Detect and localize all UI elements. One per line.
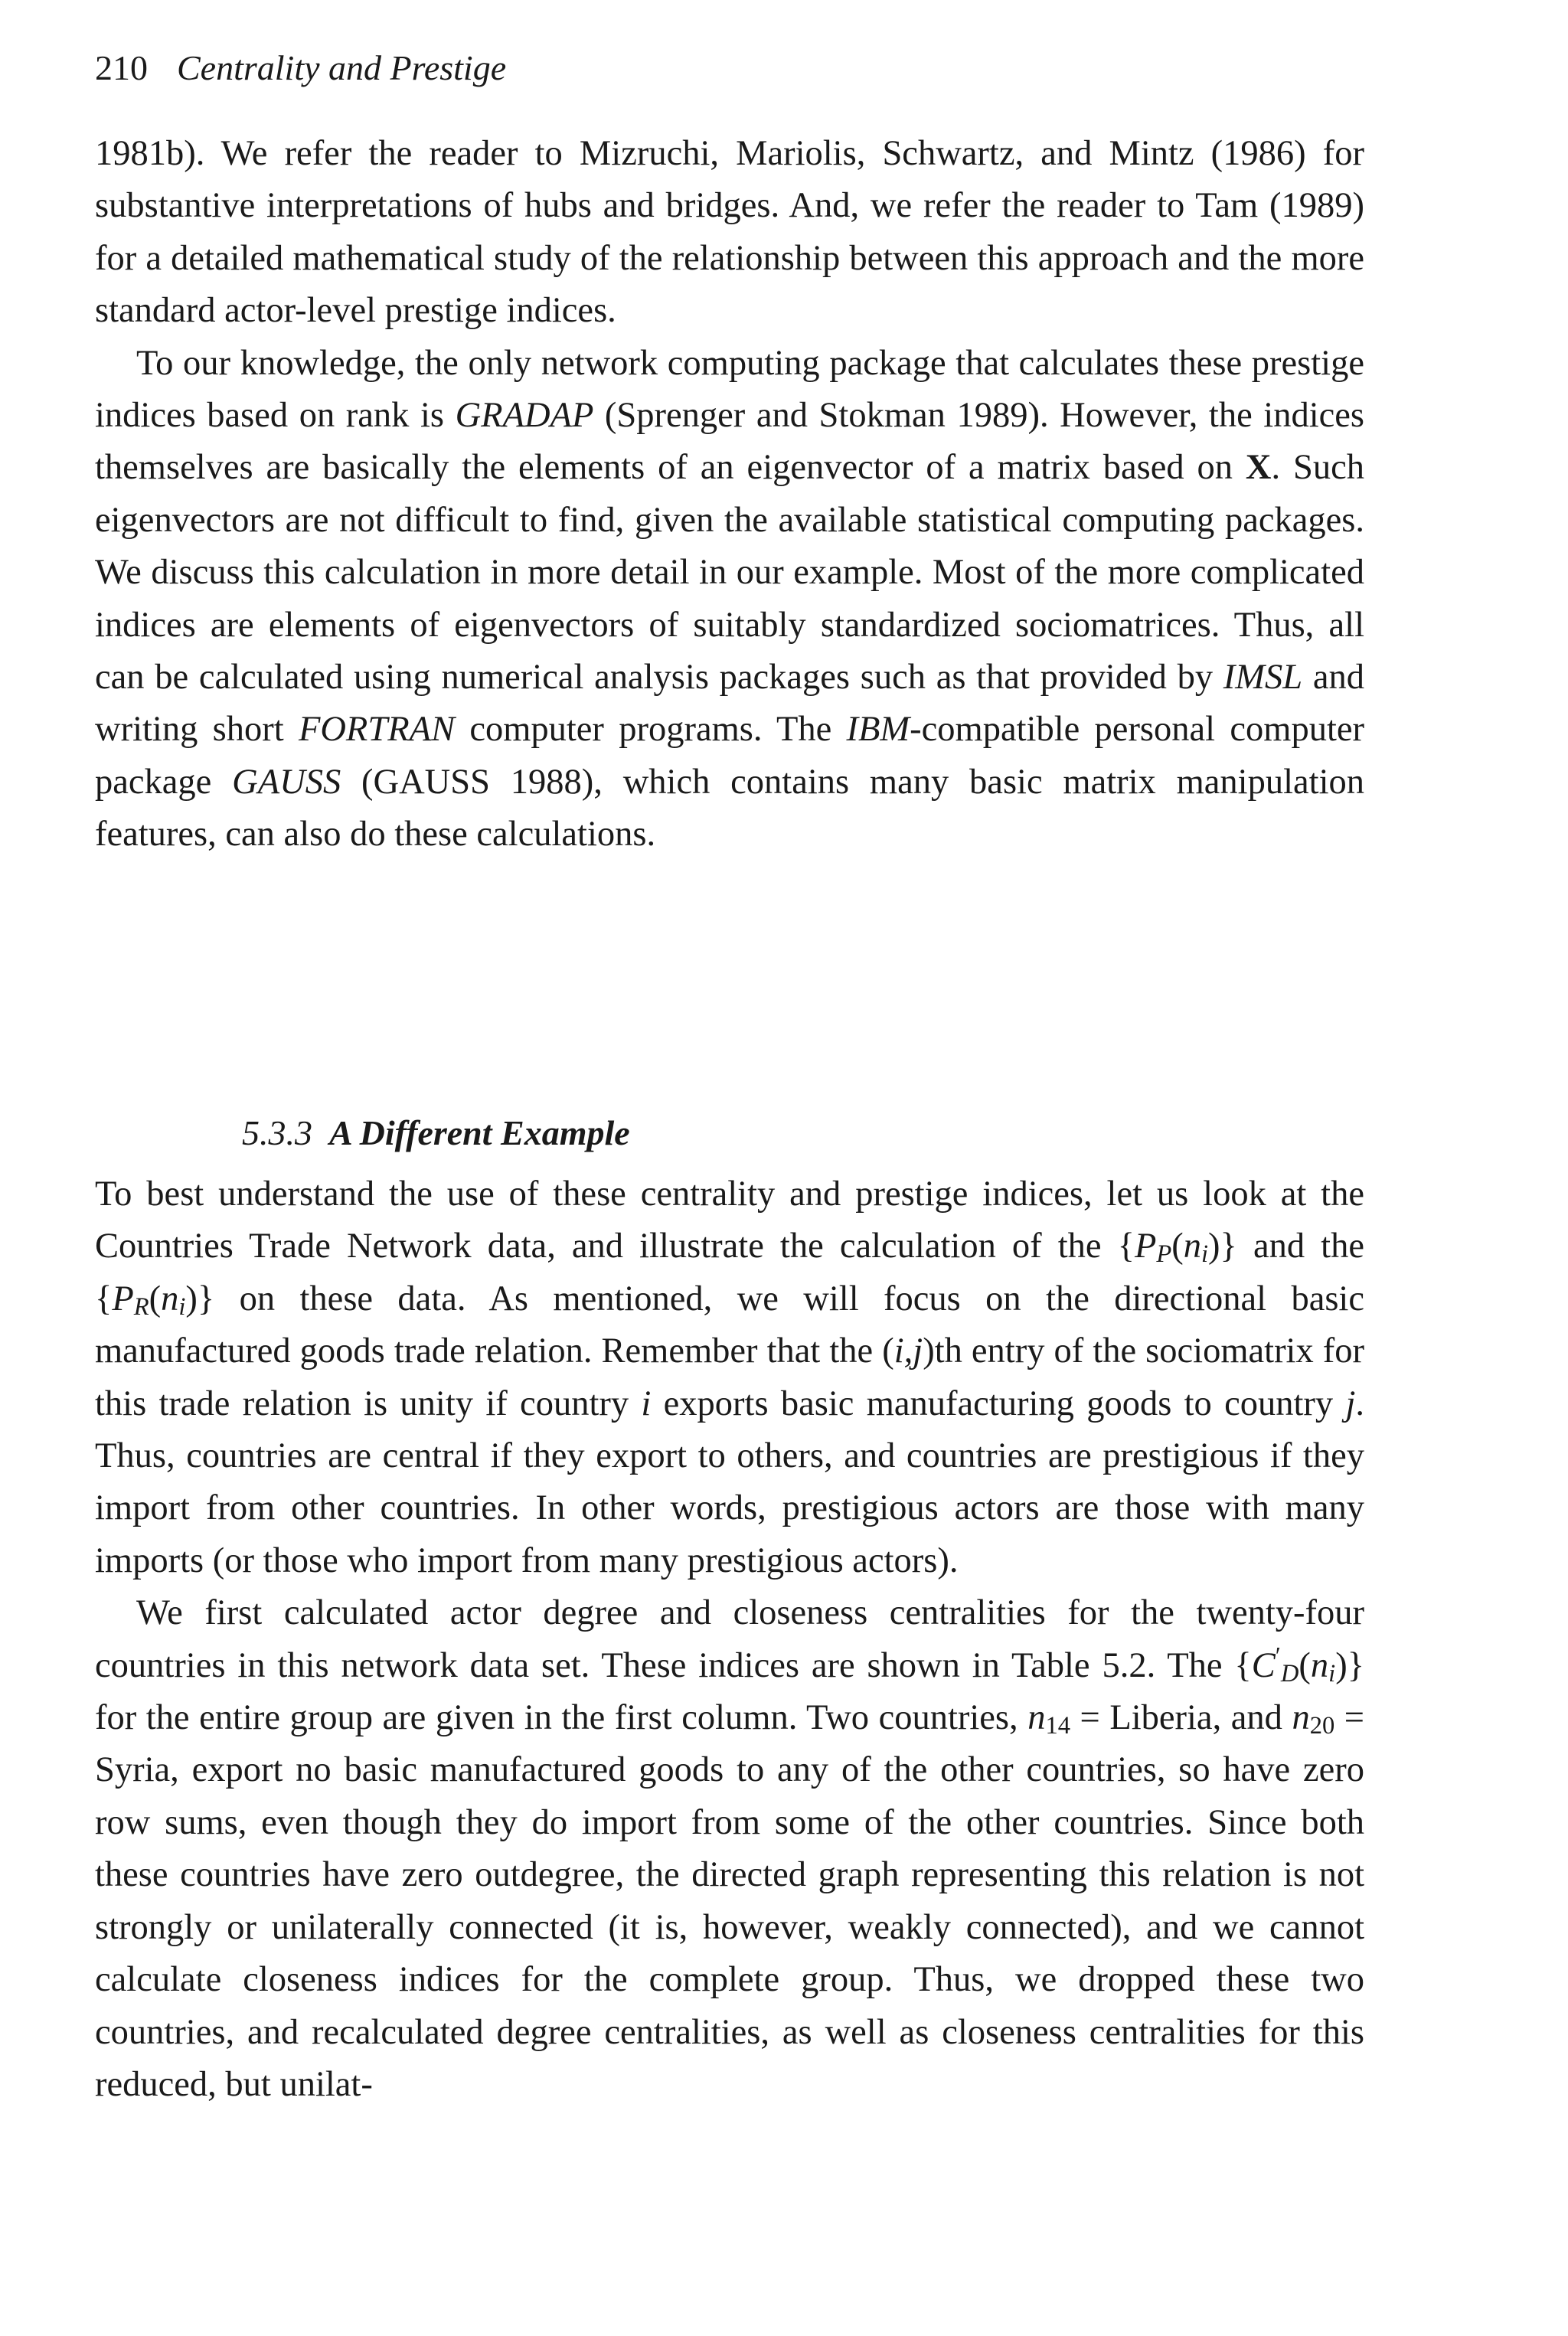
text-block-top: [95, 128, 1364, 861]
section-title: A Different Example: [329, 1113, 630, 1152]
section-heading: [242, 1109, 630, 1158]
running-title: Centrality and Prestige: [177, 48, 507, 87]
gauss-name: GAUSS: [232, 762, 341, 802]
matrix-x: X: [1245, 448, 1272, 488]
paragraph-computing-packages: To our knowledge, the only network computing package that calculates these prestige indices based on rank is GRADAP (Sprenger and Stokman 1989). However, the indices themselves are basically the elements of an eigenvector of a matrix based on X. Such eigenvectors are not difficult to find, given the available statistical computing packages. We discuss this calculation in more detail in our example. Most of the more complicated indices are elements of eigenvectors of suitably standardized sociomatrices. Thus, all can be calculated using numerical analysis packages such as that provided by IMSL and writing short FORTRAN computer programs. The IBM-compatible personal computer package GAUSS (GAUSS 1988), which contains many basic matrix manipulation features, can also do these calculations.: [95, 343, 1365, 854]
paragraph-degree-closeness: We first calculated actor degree and closeness centralities for the twenty-four countries in this network data set. These indices are shown in Table 5.2. The $\{C'_D(n_i)\}$ for the entire group are given in the first column. Two countries, $n_{14}$ = Liberia, and $n_{20}$ = Syria, export no basic manufactured goods to any of the other countries, so have zero row sums, even though they do import from some of the other countries. Since both these countries have zero outdegree, the directed graph representing this relation is not strongly or unilaterally connected (it is, however, weakly connected), and we cannot calculate closeness indices for the complete group. Thus, we dropped these two countries, and recalculated degree centralities, as well as closeness centralities for this reduced, but unilat-: [95, 1593, 1365, 2104]
paragraph-example-intro: To best understand the use of these centrality and prestige indices, let us look at the Countries Trade Network data, and illustrate the calculation of the $\{P_P(n_i)\}$ and the $\{P_R(n_i)\}$ on these data. As mentioned, we will focus on the directional basic manufactured goods trade relation. Remember that the (i,j)th entry of the sociomatrix for this trade relation is unity if country i exports basic manufacturing goods to country j. Thus, countries are central if they export to others, and countries are prestigious if they import from other countries. In other words, prestigious actors are those with many imports (or those who import from many prestigious actors).: [95, 1175, 1365, 1580]
ibm-name: IBM: [846, 710, 910, 750]
section-number: 5.3.3: [242, 1113, 312, 1152]
running-head: [95, 44, 1389, 92]
paragraph-hubs-bridges: 1981b). We refer the reader to Mizruchi, Mariolis, Schwartz, and Mintz (1986) for substantive interpretations of hubs and bridges. And, we refer the reader to Tam (1989) for a detailed mathematical study of the relationship between this approach and the more standard actor-level prestige indices.: [95, 134, 1364, 331]
fortran-name: FORTRAN: [298, 710, 456, 750]
imsl-name: IMSL: [1223, 658, 1303, 698]
text-block-bottom: [95, 1168, 1364, 2111]
gradap-name: GRADAP: [455, 396, 594, 436]
page-number: 210: [95, 48, 148, 87]
